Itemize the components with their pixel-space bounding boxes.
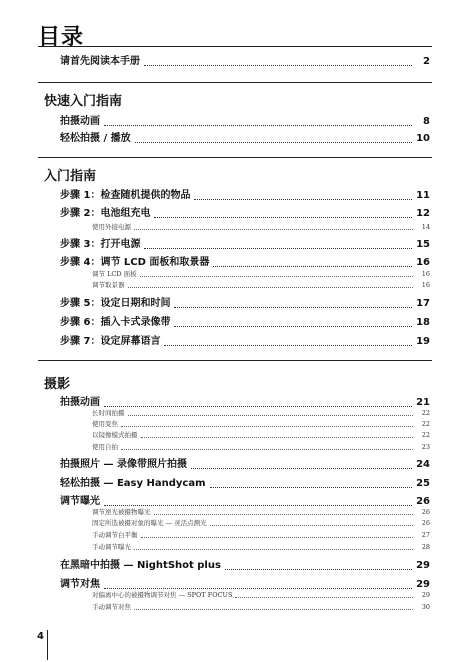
toc-subentry-label: 调节 LCD 面板 <box>92 270 137 278</box>
dot-leader <box>194 199 412 200</box>
toc-entry-page: 8 <box>423 116 430 127</box>
dot-leader <box>128 415 414 416</box>
toc-subentry-page: 26 <box>421 508 430 516</box>
toc-entry[interactable] <box>60 560 430 572</box>
toc-entry[interactable] <box>60 208 430 220</box>
dot-leader <box>104 505 412 506</box>
dot-leader <box>225 569 412 570</box>
toc-entry-label: 步骤 2：电池组充电 <box>60 208 151 219</box>
toc-entry-page: 29 <box>416 579 430 590</box>
toc-entry-label: 调节对焦 <box>60 579 100 590</box>
toc-entry-page: 17 <box>416 298 430 309</box>
section-rule <box>38 82 432 83</box>
toc-subentry-label: 手动调节对焦 <box>92 603 131 611</box>
dot-leader <box>164 345 412 346</box>
toc-entry-page: 16 <box>416 257 430 268</box>
toc-entry-label: 步骤 1：检查随机提供的物品 <box>60 190 191 201</box>
toc-entry[interactable] <box>60 317 430 329</box>
toc-entry[interactable] <box>60 579 430 591</box>
dot-leader <box>134 229 413 230</box>
dot-leader <box>154 514 414 515</box>
section-title: 摄影 <box>44 377 71 392</box>
toc-subentry-page: 14 <box>421 223 430 231</box>
toc-entry[interactable] <box>60 56 430 68</box>
toc-entry-page: 2 <box>423 56 430 67</box>
dot-leader <box>135 142 412 143</box>
page-title: 目录 <box>38 25 85 50</box>
section-rule <box>38 157 432 158</box>
toc-entry-label: 拍摄照片 — 录像带照片拍摄 <box>60 459 187 470</box>
toc-subentry-page: 22 <box>421 431 430 439</box>
toc-subentry-label: 手动调节白平衡 <box>92 531 138 539</box>
toc-entry[interactable] <box>60 239 430 251</box>
dot-leader <box>144 65 412 66</box>
toc-subentry[interactable] <box>92 531 430 539</box>
toc-subentry[interactable] <box>92 409 430 417</box>
toc-entry-page: 10 <box>416 133 430 144</box>
toc-entry[interactable] <box>60 496 430 508</box>
dot-leader <box>174 326 412 327</box>
toc-subentry[interactable] <box>92 543 430 551</box>
dot-leader <box>213 266 412 267</box>
toc-entry-page: 12 <box>416 208 430 219</box>
dot-leader <box>121 426 413 427</box>
toc-subentry[interactable] <box>92 431 430 439</box>
toc-subentry[interactable] <box>92 443 430 451</box>
toc-subentry-label: 使用外接电源 <box>92 223 131 231</box>
toc-entry[interactable] <box>60 336 430 348</box>
toc-entry-label: 拍摄动画 <box>60 397 100 408</box>
toc-entry-label: 调节曝光 <box>60 496 100 507</box>
dot-leader <box>104 588 412 589</box>
dot-leader <box>144 248 412 249</box>
page-number-bar <box>47 630 48 660</box>
toc-entry[interactable] <box>60 298 430 310</box>
toc-subentry-label: 以镜像模式拍摄 <box>92 431 138 439</box>
toc-entry-label: 请首先阅读本手册 <box>60 56 140 67</box>
toc-subentry-page: 28 <box>421 543 430 551</box>
toc-entry-page: 15 <box>416 239 430 250</box>
toc-entry[interactable] <box>60 190 430 202</box>
dot-leader <box>104 125 412 126</box>
toc-entry-page: 11 <box>416 190 430 201</box>
dot-leader <box>141 437 414 438</box>
dot-leader <box>154 217 412 218</box>
dot-leader <box>191 468 412 469</box>
toc-subentry-page: 16 <box>421 270 430 278</box>
toc-entry-label: 轻松拍摄 / 播放 <box>60 133 131 144</box>
toc-entry-page: 21 <box>416 397 430 408</box>
title-rule <box>38 46 432 47</box>
dot-leader <box>104 406 412 407</box>
toc-subentry[interactable] <box>92 420 430 428</box>
dot-leader <box>210 525 413 526</box>
toc-subentry-label: 使用自拍 <box>92 443 118 451</box>
toc-subentry-label: 调节取景器 <box>92 281 125 289</box>
toc-subentry-label: 使用变焦 <box>92 420 118 428</box>
section-title: 入门指南 <box>44 169 97 184</box>
toc-entry-page: 26 <box>416 496 430 507</box>
toc-entry[interactable] <box>60 397 430 409</box>
toc-entry-page: 29 <box>416 560 430 571</box>
toc-subentry-label: 长时间拍摄 <box>92 409 125 417</box>
page-number: 4 <box>37 631 44 642</box>
toc-entry-label: 在黑暗中拍摄 — NightShot plus <box>60 560 221 571</box>
dot-leader <box>174 307 412 308</box>
toc-subentry-label: 调节逆光被摄物曝光 <box>92 508 151 516</box>
toc-entry-label: 步骤 5：设定日期和时间 <box>60 298 171 309</box>
toc-subentry-label: 固定所选被摄对象的曝光 — 灵活点测光 <box>92 519 207 527</box>
toc-subentry-page: 26 <box>421 519 430 527</box>
toc-entry-label: 步骤 3：打开电源 <box>60 239 141 250</box>
toc-subentry-label: 手动调节曝光 <box>92 543 131 551</box>
toc-subentry[interactable] <box>92 603 430 611</box>
dot-leader <box>128 287 414 288</box>
toc-entry-label: 步骤 4：调节 LCD 面板和取景器 <box>60 257 210 268</box>
dot-leader <box>141 537 414 538</box>
toc-entry-label: 步骤 7：设定屏幕语言 <box>60 336 161 347</box>
toc-subentry[interactable] <box>92 508 430 516</box>
dot-leader <box>140 276 413 277</box>
toc-subentry-page: 27 <box>421 531 430 539</box>
toc-subentry-page: 23 <box>421 443 430 451</box>
toc-subentry-page: 16 <box>421 281 430 289</box>
toc-entry-page: 19 <box>416 336 430 347</box>
toc-entry[interactable] <box>60 133 430 145</box>
toc-subentry-page: 22 <box>421 420 430 428</box>
toc-entry[interactable] <box>60 478 430 490</box>
toc-subentry[interactable] <box>92 281 430 289</box>
toc-subentry-page: 30 <box>421 603 430 611</box>
dot-leader <box>134 609 413 610</box>
toc-entry-label: 步骤 6：插入卡式录像带 <box>60 317 171 328</box>
toc-entry-page: 25 <box>416 478 430 489</box>
toc-entry[interactable] <box>60 459 430 471</box>
dot-leader <box>134 549 413 550</box>
toc-subentry[interactable] <box>92 223 430 231</box>
dot-leader <box>210 487 412 488</box>
toc-entry-page: 18 <box>416 317 430 328</box>
toc-subentry-page: 22 <box>421 409 430 417</box>
toc-entry[interactable] <box>60 257 430 269</box>
toc-entry-page: 24 <box>416 459 430 470</box>
toc-subentry[interactable] <box>92 270 430 278</box>
toc-subentry[interactable] <box>92 519 430 527</box>
dot-leader <box>235 597 413 598</box>
toc-subentry-label: 对偏离中心的被摄物调节对焦 — SPOT FOCUS <box>92 591 233 599</box>
toc-subentry[interactable] <box>92 591 430 599</box>
toc-entry-label: 轻松拍摄 — Easy Handycam <box>60 478 206 489</box>
toc-entry[interactable] <box>60 116 430 128</box>
dot-leader <box>121 449 413 450</box>
toc-subentry-page: 29 <box>421 591 430 599</box>
section-title: 快速入门指南 <box>44 94 123 109</box>
toc-entry-label: 拍摄动画 <box>60 116 100 127</box>
section-rule <box>38 360 432 361</box>
